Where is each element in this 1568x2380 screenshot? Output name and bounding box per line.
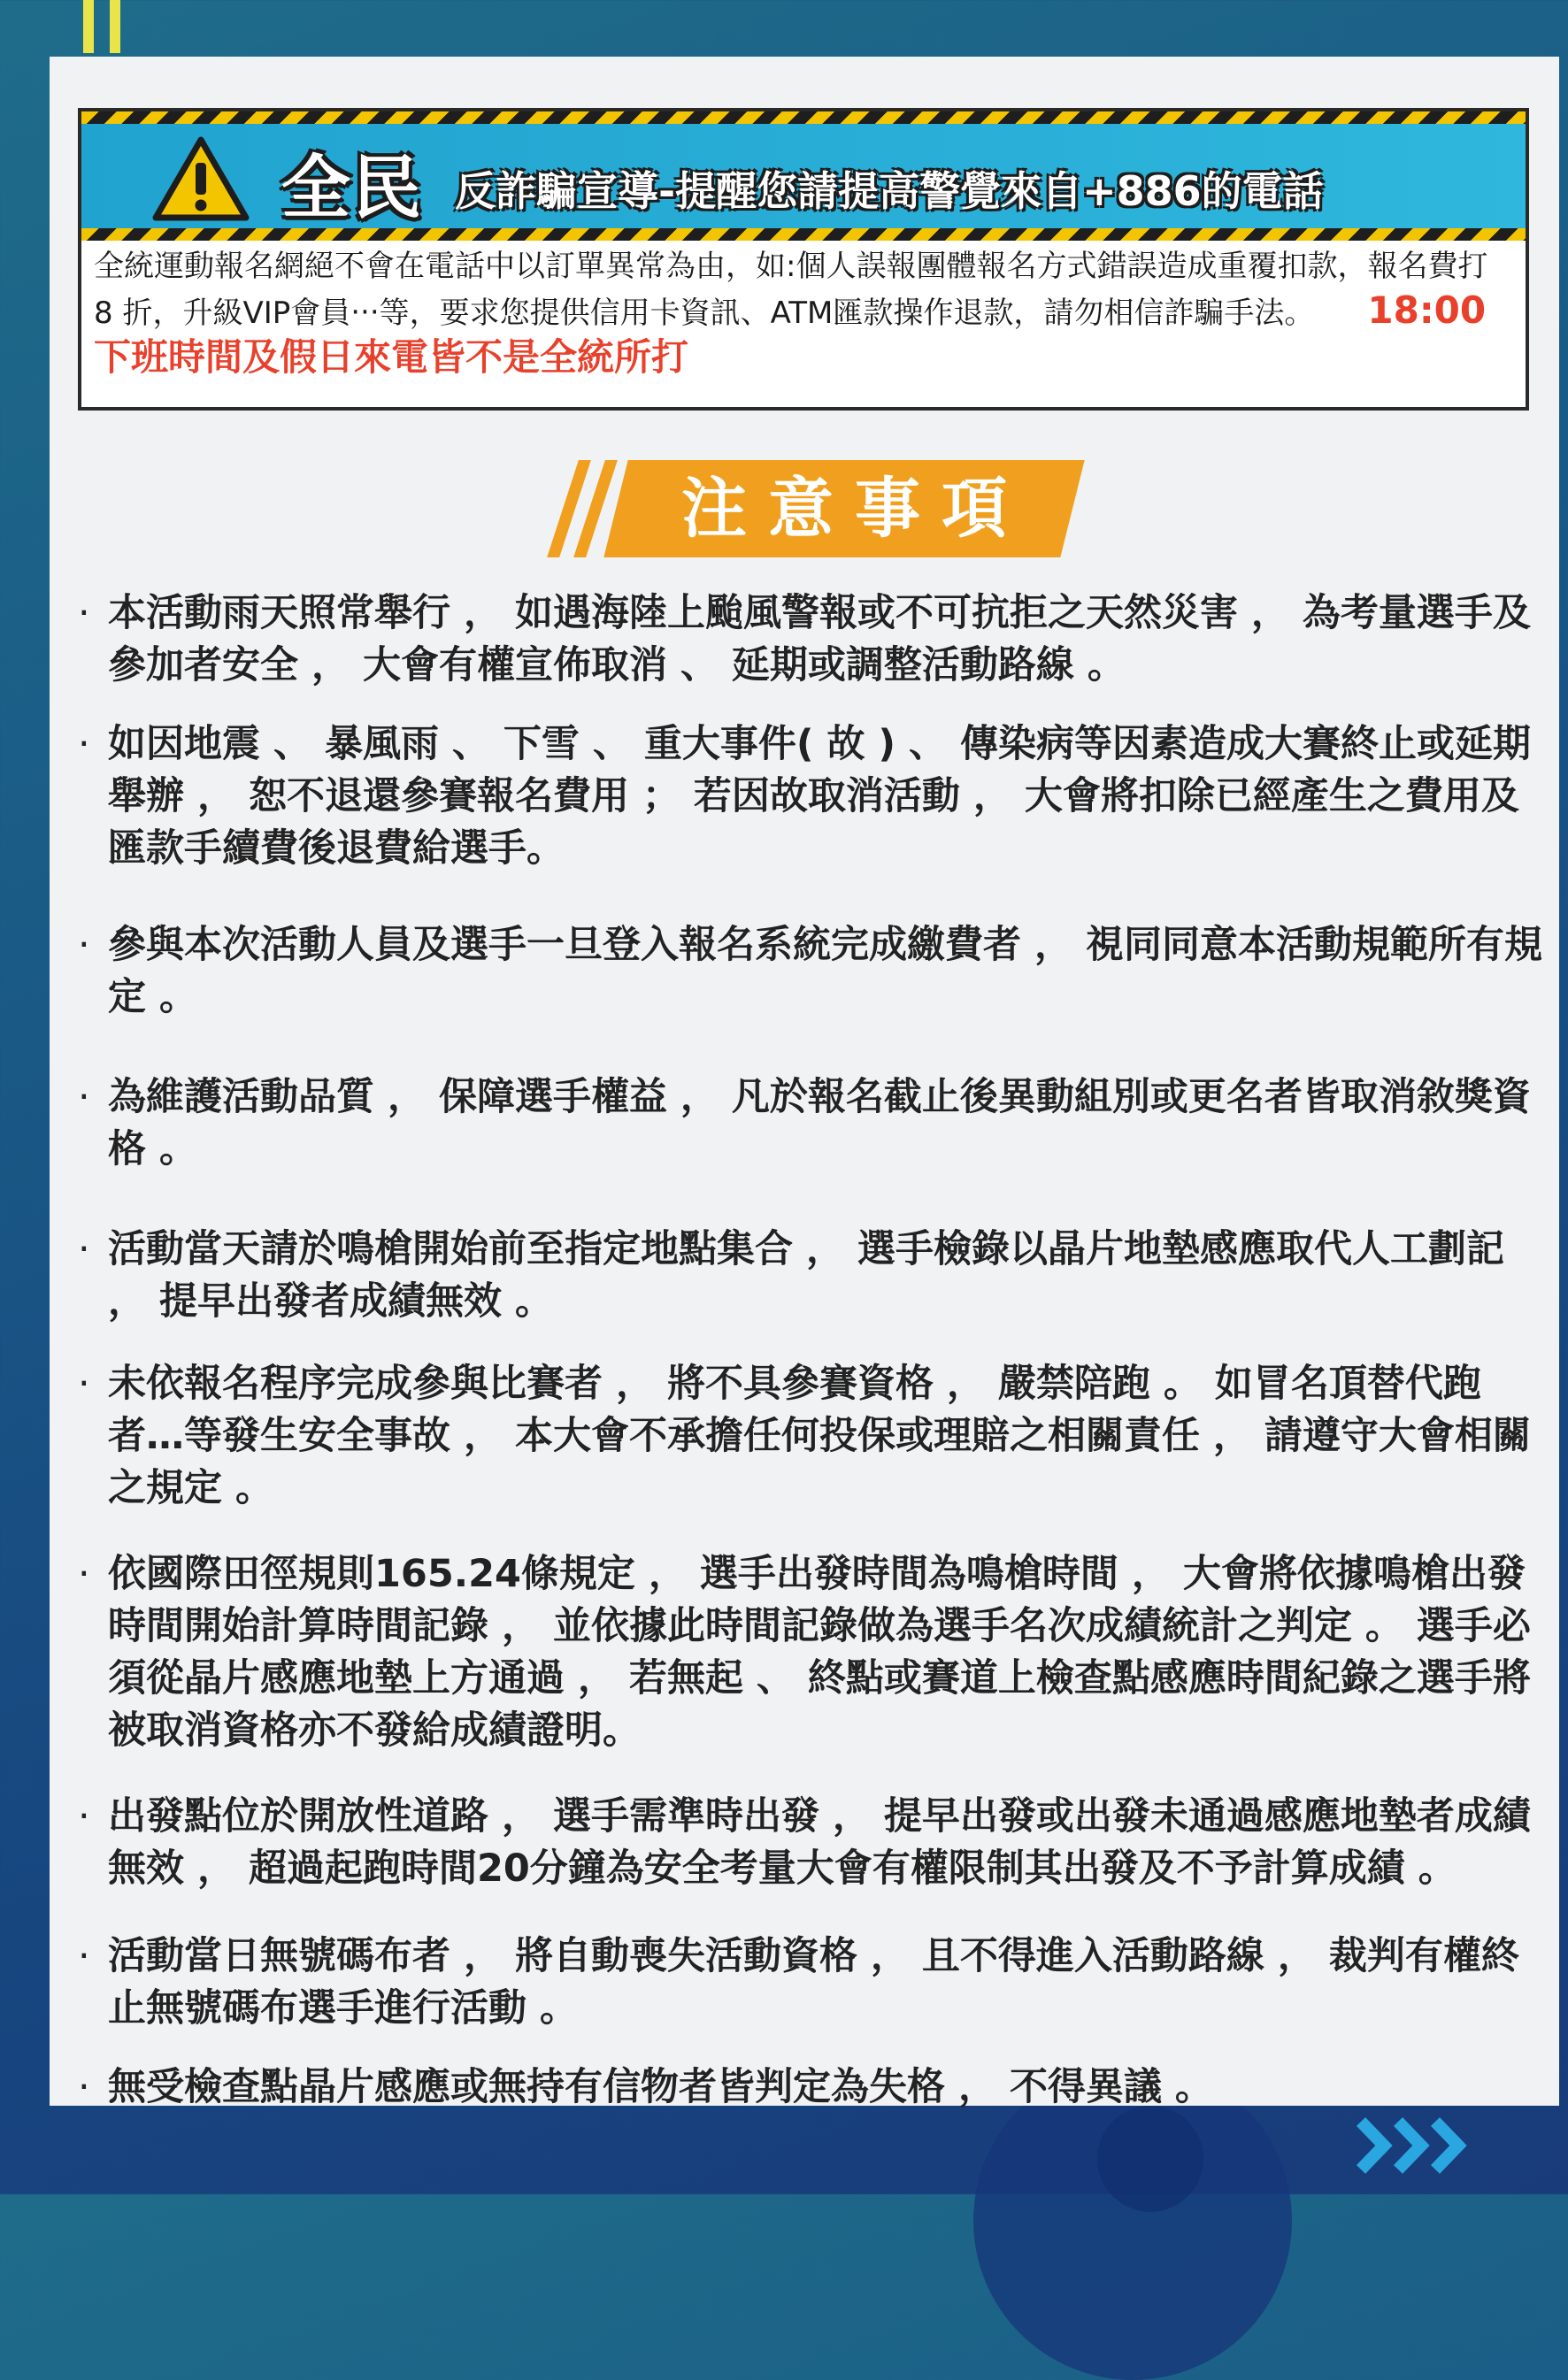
- hazard-stripe-top: [81, 111, 1526, 124]
- yellow-stripe-left: [83, 0, 94, 53]
- rule-text: 活動當日無號碼布者 ， 將自動喪失活動資格 ， 且不得進入活動路線 ， 裁判有權終止無號碼布選手進行活動 。: [108, 1934, 1519, 2031]
- rule-item: [76, 2061, 1545, 2114]
- notice-heading: [542, 460, 1094, 557]
- bullet: ·: [78, 2065, 90, 2109]
- bullet: ·: [78, 1362, 90, 1406]
- rule-item: [76, 1358, 1545, 1515]
- bullet: ·: [78, 1075, 90, 1119]
- bullet: ·: [78, 722, 90, 766]
- rule-text: 未依報名程序完成參與比賽者 ， 將不具參賽資格 ， 嚴禁陪跑 。 如冒名頂替代跑者…等發生安全事故 ， 本大會不承擔任何投保或理賠之相關責任 ， 請遵守大會相關之規定 。: [108, 1362, 1531, 1510]
- rule-item: [76, 1931, 1545, 2035]
- rule-text: 依國際田徑規則165.24條規定 ， 選手出發時間為鳴槍時間 ， 大會將依據鳴槍出發時間開始計算時間記錄 ， 並依據此時間記錄做為選手名次成績統計之判定 。 選手必須從晶片感應地墊上方通過 ， 若無起 、 終點或賽道上檢查點感應時間紀錄之選手將被取消資格亦不發給成績證明。: [108, 1552, 1531, 1753]
- chevron-right-icon: [1354, 2115, 1487, 2177]
- rule-text: 本活動雨天照常舉行 ， 如遇海陸上颱風警報或不可抗拒之天然災害 ， 為考量選手及參加者安全 ， 大會有權宣佈取消 、 延期或調整活動路線 。: [108, 591, 1531, 687]
- bg-circle-small: [1097, 2106, 1203, 2212]
- warning-body: [94, 244, 1510, 382]
- rule-item: [76, 919, 1545, 1024]
- rules-list: [76, 587, 1545, 2114]
- yellow-stripe-right: [110, 0, 120, 53]
- warning-body-text: 全統運動報名網絕不會在電話中以訂單異常為由，如:個人誤報團體報名方式錯誤造成重覆扣款，報名費打 8 折，升級VIP會員‧‧‧等，要求您提供信用卡資訊、ATM匯款操作退款，請勿相信詐騙手法。: [94, 249, 1488, 331]
- content-panel: [50, 57, 1559, 2109]
- anti-fraud-warning-box: [78, 108, 1529, 411]
- rule-text: 活動當天請於鳴槍開始前至指定地點集合 ， 選手檢錄以晶片地墊感應取代人工劃記 ， 提早出發者成績無效 。: [108, 1227, 1504, 1324]
- rule-item: [76, 1791, 1545, 1895]
- heading-title: 注意事項: [681, 471, 1028, 547]
- warning-title: 反詐騙宣導-提醒您請提高警覺來自+886的電話: [455, 167, 1324, 215]
- rule-item: [76, 718, 1545, 875]
- warning-title-bar: [81, 124, 1526, 228]
- rule-text: 如因地震 、 暴風雨 、 下雪 、 重大事件( 故 ) 、 傳染病等因素造成大賽終止或延期舉辦 ， 恕不退還參賽報名費用 ； 若因故取消活動 ， 大會將扣除已經產生之費用及匯款手續費後退費給選手。: [108, 722, 1532, 871]
- warning-highlight: 18:00下班時間及假日來電皆不是全統所打: [94, 288, 1487, 379]
- hazard-stripe-bottom: [81, 228, 1526, 241]
- rule-item: [76, 587, 1545, 692]
- rule-text: 無受檢查點晶片感應或無持有信物者皆判定為失格 ， 不得異議 。: [108, 2065, 1213, 2109]
- bullet: ·: [78, 591, 90, 635]
- rule-text: 為維護活動品質 ， 保障選手權益 ， 凡於報名截止後異動組別或更名者皆取消敘獎資格 。: [108, 1075, 1531, 1171]
- bullet: ·: [78, 1227, 90, 1271]
- rule-item: [76, 1224, 1545, 1328]
- bullet: ·: [78, 1794, 90, 1839]
- bullet: ·: [78, 1552, 90, 1596]
- rule-item: [76, 1548, 1545, 1757]
- bullet: ·: [78, 1934, 90, 1978]
- warning-brand: 全民: [281, 149, 424, 228]
- warning-triangle-icon: [152, 136, 250, 221]
- rule-text: 出發點位於開放性道路 ， 選手需準時出發 ， 提早出發或出發未通過感應地墊者成績無效 ， 超過起跑時間20分鐘為安全考量大會有權限制其出發及不予計算成績 。: [108, 1794, 1531, 1891]
- rule-text: 參與本次活動人員及選手一旦登入報名系統完成繳費者 ， 視同同意本活動規範所有規定 。: [108, 923, 1542, 1019]
- bullet: ·: [78, 923, 90, 967]
- rule-item: [76, 1071, 1545, 1176]
